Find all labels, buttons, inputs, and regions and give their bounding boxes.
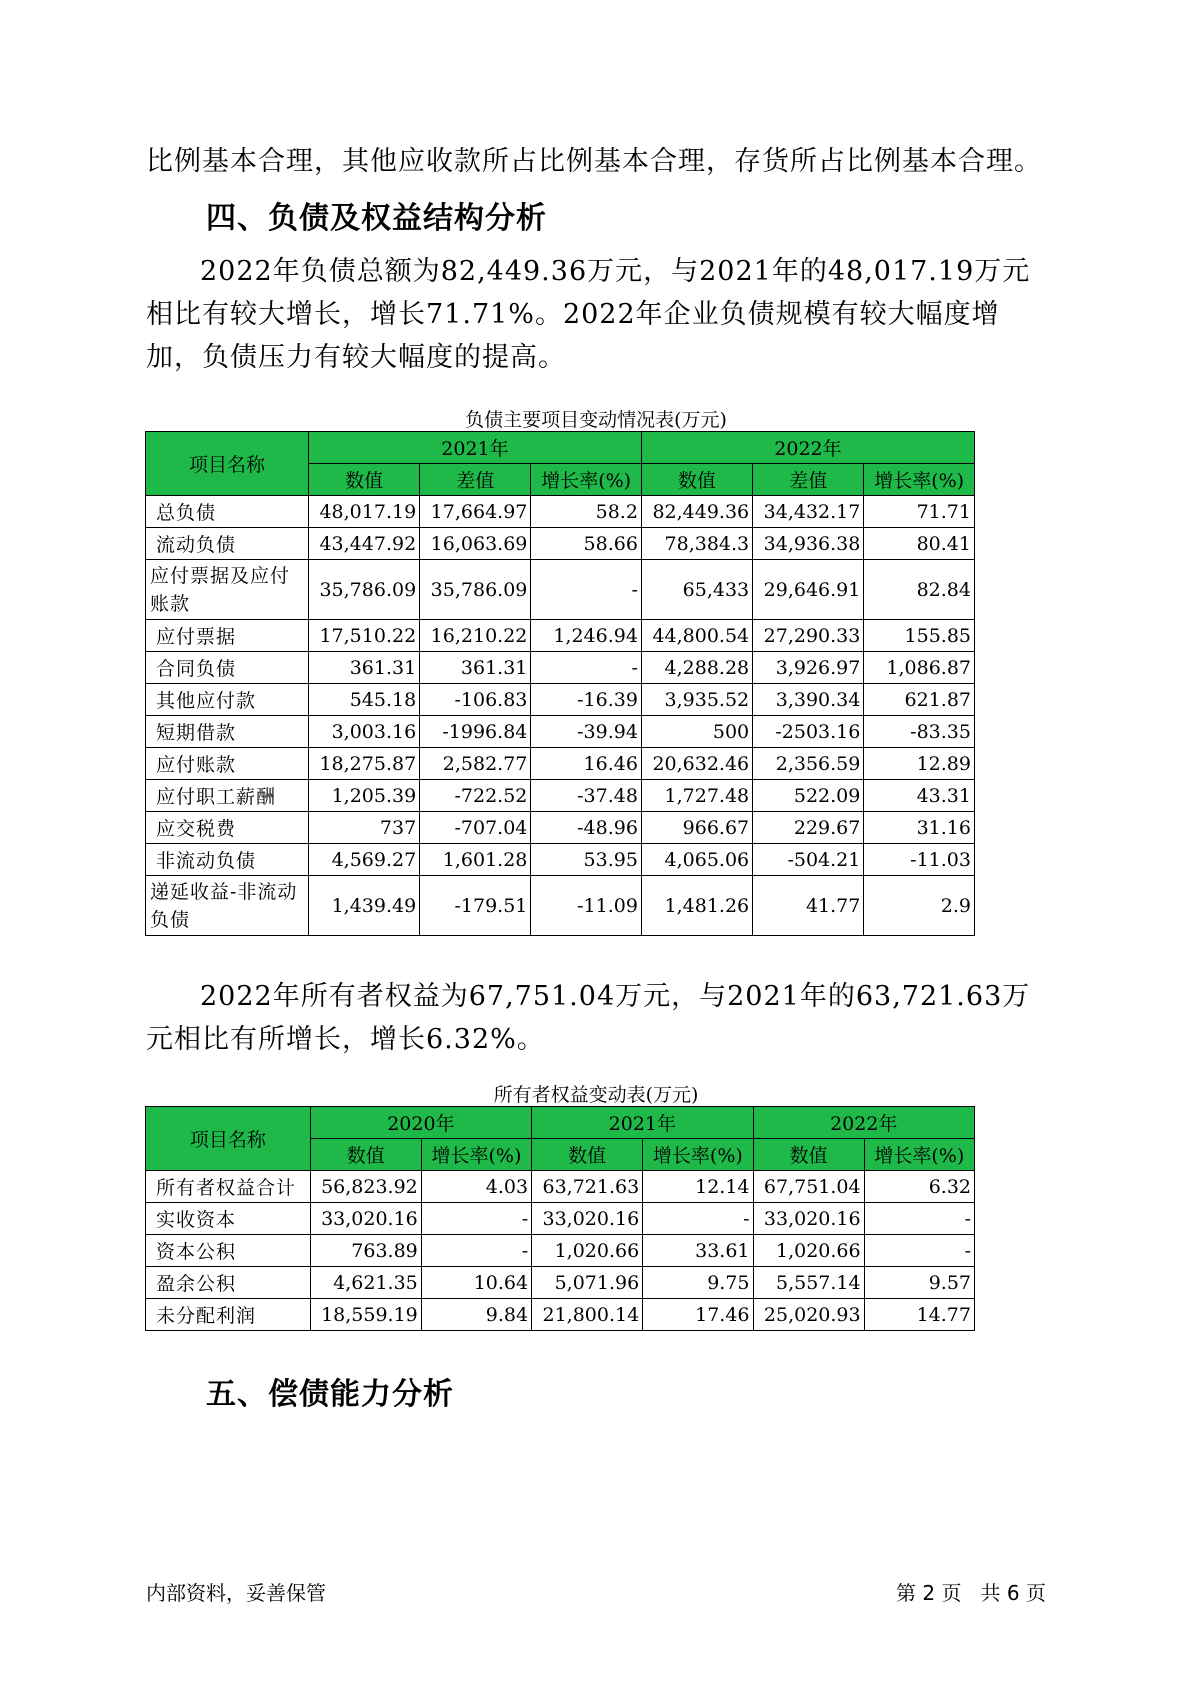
cell-value: 500 [641,716,752,748]
cell-value: 25,020.93 [753,1299,864,1331]
cell-value: 4,569.27 [308,844,419,876]
cell-value: -16.39 [531,684,642,716]
row-label: 盈余公积 [146,1267,311,1299]
row-label: 应付票据 [146,620,309,652]
cell-value: 12.89 [864,748,975,780]
cell-value: - [531,560,642,620]
table-row [146,620,975,652]
equity-table-caption: 所有者权益变动表(万元) [493,1084,699,1106]
equity-year-2020: 2020年 [310,1107,531,1139]
cell-value: - [643,1203,753,1235]
cell-value: 58.2 [531,496,642,528]
cell-value: 3,390.34 [753,684,864,716]
cell-value: 4.03 [421,1171,531,1203]
cell-value: 5,071.96 [532,1267,643,1299]
cell-value: 21,800.14 [532,1299,643,1331]
cell-value: 17.46 [643,1299,753,1331]
cell-value: - [421,1203,531,1235]
liability-paragraph: 2022年负债总额为82,449.36万元，与2021年的48,017.19万元相比有较大增长，增长71.71%。2022年企业负债规模有较大幅度增加，负债压力有较大幅度的提高。 [146,256,1031,373]
cell-value: 763.89 [310,1235,421,1267]
table-row [146,1299,975,1331]
cell-value: 1,086.87 [864,652,975,684]
cell-value: -179.51 [420,876,531,936]
cell-value: 48,017.19 [308,496,419,528]
equity-table [145,1106,975,1331]
table-row [146,684,975,716]
cell-value: -106.83 [420,684,531,716]
cell-value: -39.94 [531,716,642,748]
cell-value: 82,449.36 [641,496,752,528]
cell-value: 33,020.16 [532,1203,643,1235]
cell-value: 2,356.59 [753,748,864,780]
table-row [146,1235,975,1267]
row-label: 递延收益-非流动负债 [146,876,309,936]
table-row [146,1171,975,1203]
liability-sub-header: 差值 [753,464,864,496]
equity-sub-header: 数值 [310,1139,421,1171]
cell-value: 78,384.3 [641,528,752,560]
cell-value: 20,632.46 [641,748,752,780]
cell-value: 361.31 [420,652,531,684]
cell-value: 33.61 [643,1235,753,1267]
table-row [146,652,975,684]
cell-value: 4,288.28 [641,652,752,684]
cell-value: 1,727.48 [641,780,752,812]
cell-value: 522.09 [753,780,864,812]
cell-value: 155.85 [864,620,975,652]
cell-value: 1,439.49 [308,876,419,936]
liability-sub-header: 数值 [641,464,752,496]
cell-value: 58.66 [531,528,642,560]
row-label: 实收资本 [146,1203,311,1235]
cell-value: -2503.16 [753,716,864,748]
cell-value: -11.03 [864,844,975,876]
cell-value: 33,020.16 [310,1203,421,1235]
cell-value: 31.16 [864,812,975,844]
cell-value: 27,290.33 [753,620,864,652]
cell-value: 3,926.97 [753,652,864,684]
cell-value: 41.77 [753,876,864,936]
liability-sub-header: 数值 [308,464,419,496]
section5-heading: 五、偿债能力分析 [206,1377,454,1412]
cell-value: 43.31 [864,780,975,812]
cell-value: 966.67 [641,812,752,844]
cell-value: 63,721.63 [532,1171,643,1203]
cell-value: -83.35 [864,716,975,748]
equity-paragraph: 2022年所有者权益为67,751.04万元，与2021年的63,721.63万元相比有所增长，增长6.32%。 [146,981,1031,1055]
cell-value: 33,020.16 [753,1203,864,1235]
cell-value: 737 [308,812,419,844]
cell-value: 3,003.16 [308,716,419,748]
cell-value: 9.75 [643,1267,753,1299]
row-label: 资本公积 [146,1235,311,1267]
table-row [146,812,975,844]
table-row [146,1203,975,1235]
row-label: 流动负债 [146,528,309,560]
cell-value: 43,447.92 [308,528,419,560]
row-label: 应交税费 [146,812,309,844]
liability-year-2021: 2021年 [308,432,641,464]
cell-value: 35,786.09 [308,560,419,620]
row-label: 应付票据及应付账款 [146,560,309,620]
cell-value: 16,063.69 [420,528,531,560]
table-row [146,528,975,560]
row-label: 未分配利润 [146,1299,311,1331]
cell-value: 14.77 [864,1299,974,1331]
table-row [146,844,975,876]
equity-sub-header: 增长率(%) [421,1139,531,1171]
table-row [146,716,975,748]
cell-value: 17,664.97 [420,496,531,528]
equity-sub-header: 数值 [753,1139,864,1171]
cell-value: 65,433 [641,560,752,620]
cell-value: 44,800.54 [641,620,752,652]
table-row [146,876,975,936]
cell-value: - [531,652,642,684]
cell-value: 4,621.35 [310,1267,421,1299]
cell-value: 1,020.66 [532,1235,643,1267]
cell-value: 3,935.52 [641,684,752,716]
liability-sub-header: 增长率(%) [864,464,975,496]
cell-value: 2.9 [864,876,975,936]
row-label: 其他应付款 [146,684,309,716]
cell-value: 1,601.28 [420,844,531,876]
table-row [146,496,975,528]
equity-sub-header: 增长率(%) [643,1139,753,1171]
footer-confidential: 内部资料，妥善保管 [146,1581,326,1605]
cell-value: 18,559.19 [310,1299,421,1331]
cell-value: 18,275.87 [308,748,419,780]
cell-value: 1,481.26 [641,876,752,936]
equity-sub-header: 数值 [532,1139,643,1171]
liability-table-caption: 负债主要项目变动情况表(万元) [465,409,727,431]
row-label: 应付账款 [146,748,309,780]
cell-value: 82.84 [864,560,975,620]
cell-value: 9.57 [864,1267,974,1299]
cell-value: -504.21 [753,844,864,876]
cell-value: 1,246.94 [531,620,642,652]
section4-heading: 四、负债及权益结构分析 [206,201,547,236]
row-label: 应付职工薪酬 [146,780,309,812]
equity-name-header: 项目名称 [146,1107,311,1171]
table-row [146,560,975,620]
cell-value: 16.46 [531,748,642,780]
row-label: 合同负债 [146,652,309,684]
cell-value: -1996.84 [420,716,531,748]
cell-value: - [421,1235,531,1267]
row-label: 短期借款 [146,716,309,748]
cell-value: 80.41 [864,528,975,560]
intro-line: 比例基本合理，其他应收款所占比例基本合理，存货所占比例基本合理。 [146,146,1042,177]
cell-value: 35,786.09 [420,560,531,620]
cell-value: 34,936.38 [753,528,864,560]
cell-value: 53.95 [531,844,642,876]
cell-value: -37.48 [531,780,642,812]
cell-value: - [864,1235,974,1267]
equity-sub-header: 增长率(%) [864,1139,974,1171]
liability-year-2022: 2022年 [641,432,974,464]
liability-sub-header: 差值 [420,464,531,496]
cell-value: 34,432.17 [753,496,864,528]
row-label: 非流动负债 [146,844,309,876]
cell-value: -11.09 [531,876,642,936]
cell-value: 71.71 [864,496,975,528]
cell-value: -707.04 [420,812,531,844]
liability-sub-header: 增长率(%) [531,464,642,496]
cell-value: 29,646.91 [753,560,864,620]
liability-table [145,431,975,936]
cell-value: 67,751.04 [753,1171,864,1203]
cell-value: - [864,1203,974,1235]
cell-value: 17,510.22 [308,620,419,652]
cell-value: 2,582.77 [420,748,531,780]
cell-value: 9.84 [421,1299,531,1331]
page-number: 第 2 页 共 6 页 [896,1581,1046,1605]
cell-value: 545.18 [308,684,419,716]
cell-value: 5,557.14 [753,1267,864,1299]
cell-value: 361.31 [308,652,419,684]
cell-value: -722.52 [420,780,531,812]
cell-value: 621.87 [864,684,975,716]
cell-value: 4,065.06 [641,844,752,876]
row-label: 所有者权益合计 [146,1171,311,1203]
equity-year-2021: 2021年 [532,1107,753,1139]
row-label: 总负债 [146,496,309,528]
cell-value: 229.67 [753,812,864,844]
table-row [146,748,975,780]
cell-value: 1,020.66 [753,1235,864,1267]
cell-value: 10.64 [421,1267,531,1299]
table-row [146,1267,975,1299]
cell-value: 6.32 [864,1171,974,1203]
cell-value: 12.14 [643,1171,753,1203]
liability-name-header: 项目名称 [146,432,309,496]
cell-value: -48.96 [531,812,642,844]
equity-year-2022: 2022年 [753,1107,974,1139]
cell-value: 56,823.92 [310,1171,421,1203]
cell-value: 1,205.39 [308,780,419,812]
table-row [146,780,975,812]
cell-value: 16,210.22 [420,620,531,652]
